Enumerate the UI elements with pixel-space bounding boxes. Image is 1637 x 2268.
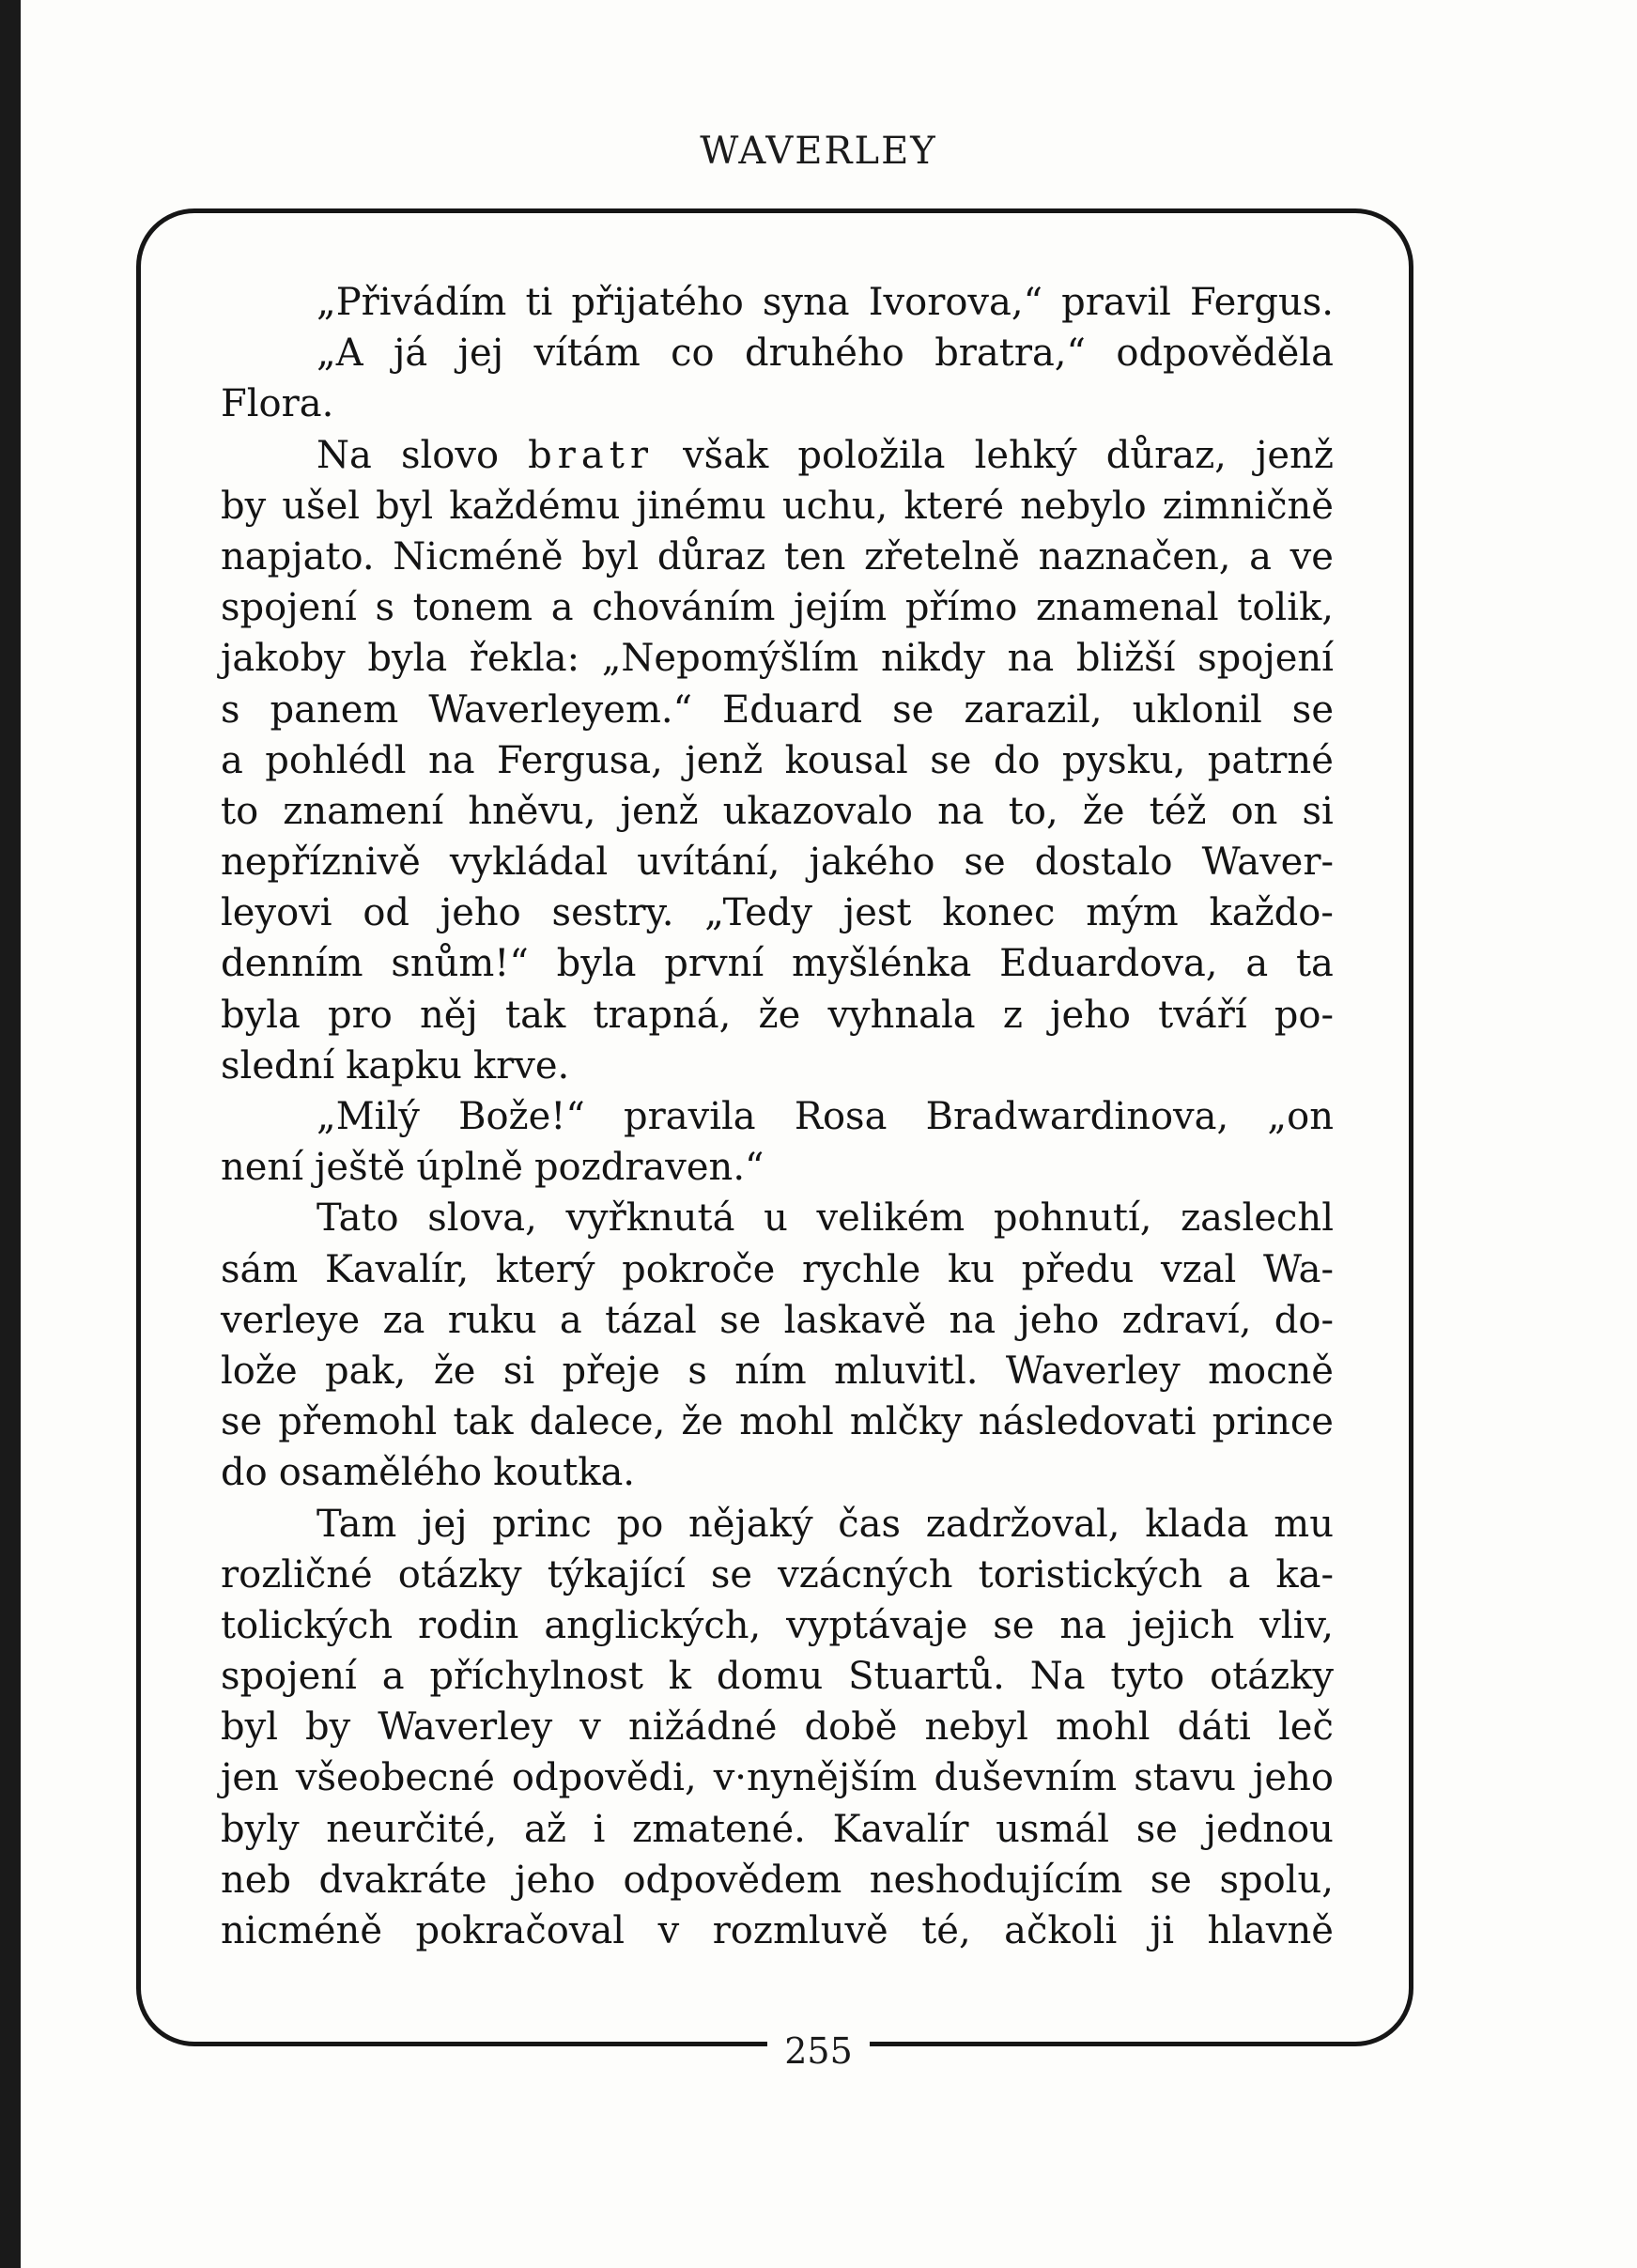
word: byl	[581, 534, 640, 579]
word: Bradwardinova,	[925, 1095, 1229, 1138]
word: on	[1230, 789, 1278, 833]
word: po-	[1274, 993, 1334, 1037]
word: Tato	[317, 1196, 399, 1241]
text-line	[221, 685, 1334, 735]
word: se	[964, 841, 1006, 885]
word: uchu,	[781, 484, 888, 528]
text-line	[221, 582, 1334, 633]
word: se	[892, 687, 934, 732]
word: přeje	[562, 1349, 660, 1393]
word: jakoby	[221, 637, 346, 681]
word: odpovědi,	[511, 1756, 697, 1800]
word: rozličné	[221, 1552, 373, 1597]
word: ačkoli	[1004, 1909, 1118, 1952]
word: rychle	[801, 1247, 921, 1291]
word: byl	[376, 484, 434, 528]
word: verleye	[221, 1298, 361, 1342]
word: jednou	[1204, 1807, 1334, 1851]
word: které	[903, 484, 1005, 528]
word: následovati	[978, 1400, 1197, 1444]
word: přijatého	[571, 281, 744, 324]
word: otázky	[1210, 1655, 1334, 1699]
word: vzácných	[778, 1552, 953, 1597]
word: jeho	[515, 1858, 595, 1902]
word: nikdy	[881, 637, 985, 681]
word: a	[381, 1655, 405, 1699]
word: leyovi	[221, 891, 332, 935]
word: uvítání,	[637, 841, 780, 885]
word: pokroče	[622, 1247, 776, 1291]
word: pokračoval	[415, 1909, 625, 1952]
word: mluvitl.	[834, 1349, 979, 1393]
text-line	[221, 1193, 1334, 1243]
word: pravila	[624, 1095, 756, 1138]
word: tváří	[1158, 993, 1247, 1037]
word: zarazil,	[964, 687, 1103, 732]
word: Flora.	[221, 382, 334, 426]
word: byla	[367, 637, 448, 681]
word: chováním	[592, 586, 776, 630]
word: tonem	[412, 586, 533, 630]
word: pro	[328, 993, 393, 1037]
word: velikém	[816, 1196, 965, 1241]
text-line	[221, 1041, 1334, 1091]
word: a	[221, 738, 243, 782]
word: a	[1245, 942, 1269, 986]
word: z	[1002, 993, 1023, 1037]
word: toristických	[978, 1552, 1203, 1597]
word: bližší	[1075, 637, 1176, 681]
word: ruku	[447, 1298, 537, 1342]
word: jeho	[1018, 1298, 1100, 1342]
word: na	[1007, 637, 1055, 681]
word: každo-	[1209, 891, 1334, 935]
word: k	[668, 1655, 692, 1699]
word: neurčité,	[326, 1807, 498, 1851]
word: ti	[525, 281, 553, 324]
text-line	[221, 837, 1334, 887]
word: klada	[1145, 1502, 1249, 1546]
word: Waver-	[1201, 841, 1334, 885]
text-line	[221, 1396, 1334, 1447]
word: vyptávaje	[786, 1603, 968, 1647]
word: nižádné	[627, 1705, 778, 1750]
text-line	[221, 481, 1334, 532]
word: neshodujícím	[869, 1858, 1123, 1902]
word: přímo	[904, 586, 1018, 630]
word: s	[687, 1349, 707, 1393]
word: Fergus.	[1190, 281, 1334, 324]
word: od	[363, 891, 410, 935]
page-number: 255	[767, 2030, 870, 2072]
word: stavu	[1134, 1756, 1236, 1800]
word: ji	[1150, 1909, 1174, 1952]
word: syna	[762, 281, 850, 324]
word: Kavalír,	[324, 1247, 470, 1291]
word: se	[221, 1400, 263, 1444]
word: mohl	[739, 1400, 834, 1444]
word: na	[427, 738, 475, 782]
word: jakého	[809, 841, 935, 885]
word: však	[683, 433, 769, 477]
word: i	[593, 1807, 606, 1851]
word: Waverley	[378, 1705, 553, 1750]
word: do-	[1274, 1298, 1334, 1342]
word: a	[1249, 534, 1272, 579]
word: ku	[947, 1247, 995, 1291]
word: úplně	[416, 1146, 523, 1190]
word: až	[523, 1807, 566, 1851]
word: řekla:	[469, 637, 580, 681]
text-line	[221, 1142, 1334, 1193]
page-footer	[0, 2030, 1637, 2072]
word: jej	[422, 1502, 468, 1546]
text-line	[221, 1550, 1334, 1600]
word: a	[1228, 1552, 1251, 1597]
word: zmatené.	[632, 1807, 806, 1851]
word: že	[758, 993, 801, 1037]
word: slední	[221, 1043, 335, 1088]
word: bratr	[528, 433, 654, 477]
word: spojení	[1197, 637, 1334, 681]
word: spojení	[221, 586, 357, 630]
word: Bože!“	[458, 1095, 585, 1138]
word: vzal	[1161, 1247, 1237, 1291]
word: to	[221, 789, 259, 833]
word: té,	[921, 1909, 971, 1952]
word: Eduard	[722, 687, 863, 732]
text-line	[221, 633, 1334, 684]
word: nebyl	[924, 1705, 1028, 1750]
word: hlavně	[1207, 1909, 1334, 1952]
word: ukazovalo	[722, 789, 913, 833]
word: ještě	[315, 1146, 406, 1190]
word: „Milý	[317, 1095, 420, 1138]
word: vyřknutá	[565, 1196, 735, 1241]
word: Tam	[317, 1502, 397, 1546]
text-line	[221, 1244, 1334, 1295]
word: a	[559, 1298, 582, 1342]
word: znamenal	[1035, 586, 1219, 630]
word: lože	[221, 1349, 298, 1393]
word: ušel	[282, 484, 361, 528]
word: tyto	[1110, 1655, 1185, 1699]
word: sám	[221, 1247, 299, 1291]
word: se	[993, 1603, 1035, 1647]
word: do	[221, 1451, 268, 1495]
word: dáti	[1177, 1705, 1251, 1750]
word: duševním	[934, 1756, 1118, 1800]
word: panem	[270, 687, 399, 732]
word: spolu,	[1219, 1858, 1334, 1902]
text-line	[221, 1091, 1334, 1142]
word: by	[221, 484, 267, 528]
text-line	[221, 277, 1334, 328]
word: jeho	[1253, 1756, 1334, 1800]
word: zimničně	[1162, 484, 1334, 528]
word: mocně	[1208, 1349, 1334, 1393]
word: není	[221, 1146, 303, 1190]
word: že	[681, 1400, 724, 1444]
word: pysku,	[1061, 738, 1186, 782]
word: snům!“	[391, 942, 529, 986]
word: vítám	[533, 332, 641, 376]
word: se	[1135, 1807, 1178, 1851]
word: ten	[783, 534, 846, 579]
word: otázky	[397, 1552, 522, 1597]
word: se	[1291, 687, 1334, 732]
word: jest	[842, 891, 912, 935]
word: tolických	[221, 1603, 394, 1647]
word: napjato.	[221, 534, 375, 579]
text-line	[221, 1499, 1334, 1550]
word: nicméně	[221, 1909, 382, 1952]
word: patrné	[1207, 738, 1334, 782]
word: vliv,	[1259, 1603, 1334, 1647]
word: položila	[797, 433, 946, 477]
word: pak,	[324, 1349, 407, 1393]
word: si	[502, 1349, 535, 1393]
word: důraz,	[1105, 433, 1227, 477]
word: Waverley	[1005, 1349, 1181, 1393]
word: „Tedy	[704, 891, 813, 935]
word: neb	[221, 1858, 292, 1902]
text-line	[221, 1447, 1334, 1498]
text-line	[221, 1905, 1334, 1956]
word: Na	[1029, 1655, 1086, 1699]
word: s	[375, 586, 394, 630]
text-line	[221, 735, 1334, 786]
word: ve	[1290, 534, 1334, 579]
word: bratra,“	[934, 332, 1086, 376]
text-line	[221, 1651, 1334, 1702]
word: Nicméně	[393, 534, 564, 579]
word: ním	[734, 1349, 807, 1393]
word: jenž	[685, 738, 764, 782]
word: Wa-	[1262, 1247, 1334, 1291]
word: kousal	[784, 738, 908, 782]
word: Eduardova,	[999, 942, 1218, 986]
word: jen	[221, 1756, 279, 1800]
word: laskavě	[783, 1298, 927, 1342]
word: se	[710, 1552, 753, 1597]
word: do	[993, 738, 1041, 782]
word: v	[579, 1705, 601, 1750]
word: ta	[1295, 942, 1334, 986]
word: že	[1082, 789, 1125, 833]
word: jeho	[1050, 993, 1131, 1037]
word: nepříznivě	[221, 841, 421, 885]
word: nebylo	[1020, 484, 1147, 528]
word: ka-	[1275, 1552, 1334, 1597]
word: znamení	[283, 789, 444, 833]
word: vyhnala	[827, 993, 976, 1037]
word: a	[550, 586, 574, 630]
running-header: WAVERLEY	[700, 130, 937, 173]
word: který	[495, 1247, 595, 1291]
word: odpovědem	[623, 1858, 842, 1902]
word: se	[930, 738, 972, 782]
word: rozmluvě	[712, 1909, 888, 1952]
word: domu	[716, 1655, 824, 1699]
word: leč	[1278, 1705, 1334, 1750]
word: že	[433, 1349, 476, 1393]
word: jenž	[1255, 433, 1334, 477]
word: tázal	[605, 1298, 697, 1342]
word: jejím	[794, 586, 888, 630]
body-text	[221, 277, 1334, 1956]
word: krve.	[472, 1043, 570, 1088]
text-line	[221, 532, 1334, 582]
word: předu	[1021, 1247, 1135, 1291]
word: rodin	[418, 1603, 519, 1647]
word: pohlédl	[265, 738, 407, 782]
word: „Nepomýšlím	[601, 637, 859, 681]
text-line	[221, 887, 1334, 938]
text-line	[221, 1855, 1334, 1905]
word: osamělého	[278, 1451, 483, 1495]
word: mým	[1086, 891, 1179, 935]
word: pravil	[1061, 281, 1171, 324]
text-line	[221, 938, 1334, 989]
text-line	[221, 1346, 1334, 1396]
word: zadržoval,	[925, 1502, 1120, 1546]
word: to,	[1008, 789, 1058, 833]
word: v·nynějším	[713, 1756, 918, 1800]
word: Kavalír	[832, 1807, 969, 1851]
word: byla	[221, 993, 301, 1037]
word: každému	[449, 484, 621, 528]
word: byla	[556, 942, 637, 986]
word: zdraví,	[1121, 1298, 1252, 1342]
word: nějaký	[688, 1502, 813, 1546]
word: odpověděla	[1116, 332, 1334, 376]
text-line	[221, 990, 1334, 1041]
word: koutka.	[493, 1451, 636, 1495]
word: dalece,	[529, 1400, 666, 1444]
word: Na	[317, 433, 372, 477]
word: naznačen,	[1038, 534, 1231, 579]
word: pohnutí,	[993, 1196, 1152, 1241]
word: tak	[453, 1400, 514, 1444]
word: druhého	[745, 332, 904, 376]
text-line	[221, 786, 1334, 837]
text-line	[221, 1702, 1334, 1752]
word: „Přivádím	[317, 281, 507, 324]
word: zaslechl	[1181, 1196, 1334, 1241]
word: trapná,	[593, 993, 732, 1037]
text-line	[221, 1752, 1334, 1803]
word: vykládal	[449, 841, 609, 885]
word: všeobecné	[295, 1756, 495, 1800]
word: po	[616, 1502, 664, 1546]
word: usmál	[996, 1807, 1110, 1851]
word: čas	[838, 1502, 902, 1546]
word: anglických,	[544, 1603, 762, 1647]
word: též	[1149, 789, 1207, 833]
word: na	[1059, 1603, 1106, 1647]
word: za	[382, 1298, 425, 1342]
word: denním	[221, 942, 363, 986]
word: na	[949, 1298, 996, 1342]
word: Ivorova,“	[868, 281, 1043, 324]
word: pozdraven.“	[533, 1146, 764, 1190]
word: Stuartů.	[848, 1655, 1005, 1699]
word: příchylnost	[429, 1655, 643, 1699]
word: slovo	[400, 433, 500, 477]
word: tolik,	[1237, 586, 1334, 630]
word: jenž	[620, 789, 699, 833]
word: zřetelně	[864, 534, 1020, 579]
word: tak	[505, 993, 566, 1037]
word: myšlénka	[791, 942, 972, 986]
word: já	[394, 332, 428, 376]
word: hněvu,	[468, 789, 596, 833]
word: kapku	[346, 1043, 462, 1088]
word: prince	[1212, 1400, 1334, 1444]
word: by	[305, 1705, 351, 1750]
word: Fergusa,	[497, 738, 663, 782]
word: něj	[420, 993, 478, 1037]
word: Rosa	[794, 1095, 888, 1138]
text-line	[221, 1295, 1334, 1346]
scan-left-edge	[0, 0, 21, 2268]
text-line	[221, 378, 1334, 429]
word: na	[937, 789, 984, 833]
word: se	[719, 1298, 762, 1342]
word: mlčky	[849, 1400, 963, 1444]
word: byly	[221, 1807, 300, 1851]
word: jej	[457, 332, 504, 376]
text-line	[221, 430, 1334, 481]
word: u	[764, 1196, 788, 1241]
word: dostalo	[1034, 841, 1173, 885]
word: si	[1302, 789, 1334, 833]
word: s	[221, 687, 240, 732]
word: „on	[1267, 1095, 1334, 1138]
word: týkající	[547, 1552, 686, 1597]
word: přemohl	[278, 1400, 438, 1444]
word: mohl	[1056, 1705, 1151, 1750]
word: lehký	[974, 433, 1077, 477]
word: uklonil	[1132, 687, 1262, 732]
word: Waverleyem.“	[428, 687, 693, 732]
text-line	[221, 1600, 1334, 1651]
text-line	[221, 1804, 1334, 1855]
word: slova,	[427, 1196, 537, 1241]
word: byl	[221, 1705, 278, 1750]
word: „A	[317, 332, 363, 376]
word: co	[671, 332, 715, 376]
word: spojení	[221, 1655, 357, 1699]
word: princ	[492, 1502, 592, 1546]
word: dvakráte	[318, 1858, 487, 1902]
word: v	[657, 1909, 680, 1952]
word: sestry.	[551, 891, 674, 935]
text-line	[221, 328, 1334, 378]
word: jeho	[440, 891, 521, 935]
word: první	[664, 942, 764, 986]
word: mu	[1274, 1502, 1334, 1546]
word: se	[1150, 1858, 1192, 1902]
word: době	[804, 1705, 898, 1750]
word: jinému	[636, 484, 766, 528]
word: důraz	[656, 534, 766, 579]
word: konec	[942, 891, 1056, 935]
word: jejich	[1131, 1603, 1235, 1647]
